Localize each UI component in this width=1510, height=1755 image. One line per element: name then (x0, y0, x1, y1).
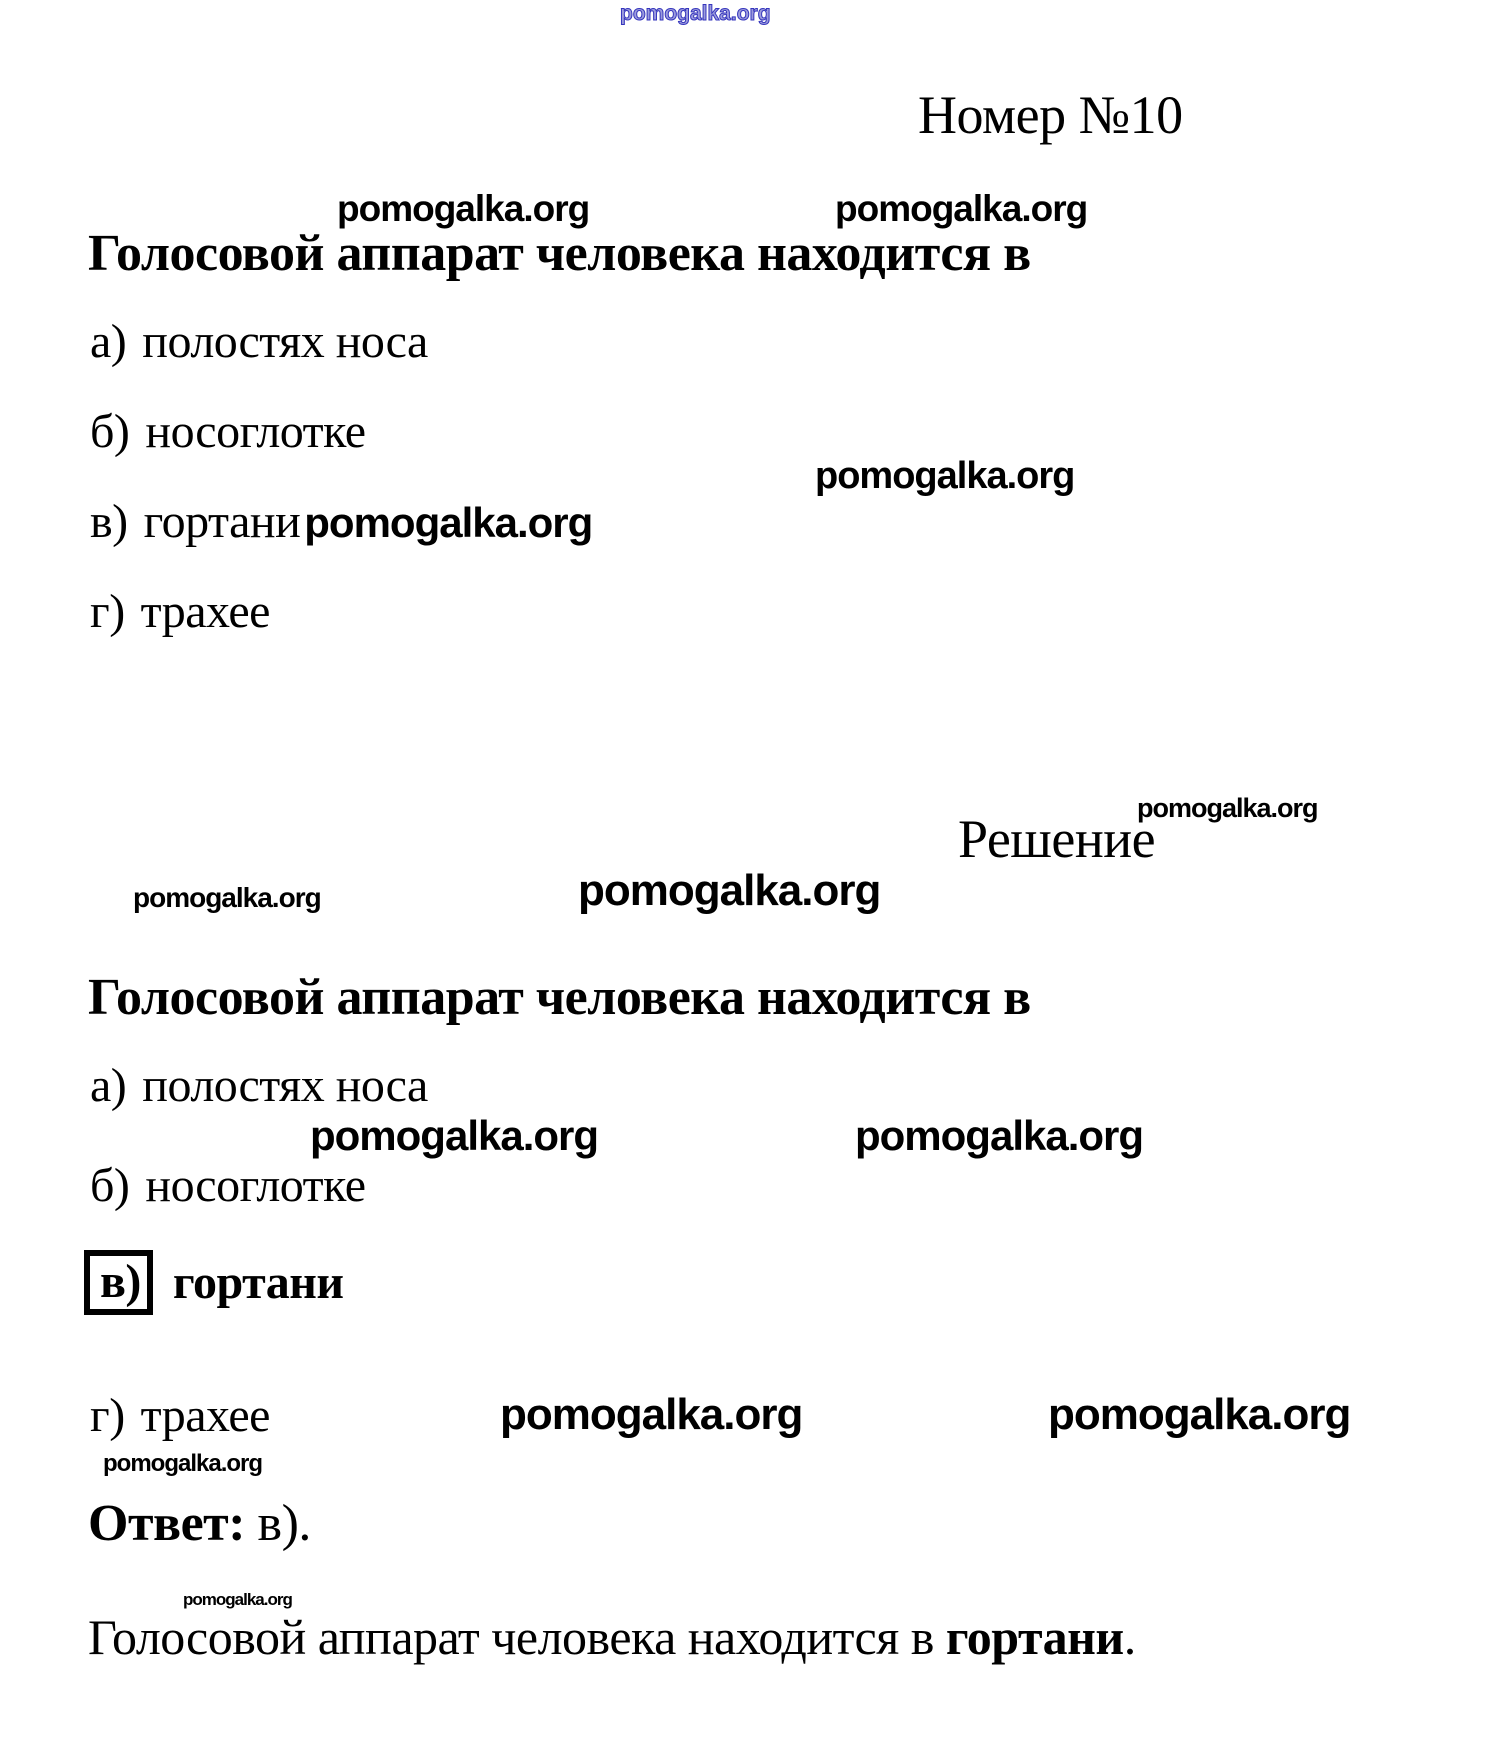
watermark-pomogalka: pomogalka.org (103, 1450, 263, 1477)
option-row-a (90, 315, 428, 368)
watermark-pomogalka: pomogalka.org (855, 1112, 1144, 1159)
question-heading: Голосовой аппарат человека находится в (88, 225, 1031, 282)
option-row-g (90, 585, 270, 638)
option-label: б) (90, 1159, 130, 1212)
watermark-pomogalka: pomogalka.org (815, 455, 1075, 497)
answer-label: Ответ: (88, 1495, 246, 1552)
option-label: а) (90, 315, 127, 368)
watermark-pomogalka: pomogalka.org (133, 882, 321, 913)
option-label: г) (90, 585, 125, 638)
option-text: носоглотке (145, 1159, 366, 1212)
option-text: гортани (143, 495, 301, 548)
watermark-pomogalka: pomogalka.org (500, 1390, 803, 1439)
option-text: полостях носа (142, 315, 428, 368)
conclusion-suffix: . (1123, 1609, 1136, 1665)
solution-option-row-a (90, 1059, 428, 1112)
option-row-v (90, 495, 593, 548)
watermark-pomogalka: pomogalka.org (578, 866, 881, 915)
watermark-pomogalka: pomogalka.org (337, 188, 590, 229)
watermark-pomogalka: pomogalka.org (1137, 793, 1318, 823)
option-label: г) (90, 1389, 125, 1442)
watermark-pomogalka: pomogalka.org (310, 1112, 599, 1159)
option-label: б) (90, 405, 130, 458)
answer-value: в). (245, 1495, 311, 1552)
option-row-b (90, 405, 366, 458)
option-text: носоглотке (145, 405, 366, 458)
answer-line (88, 1495, 311, 1552)
page-title: Номер №10 (918, 85, 1183, 145)
watermark-pomogalka: pomogalka.org (304, 499, 593, 546)
solution-label: Решение (958, 809, 1156, 869)
watermark-pomogalka: pomogalka.org (620, 2, 771, 25)
solution-option-row-v-correct (84, 1250, 344, 1315)
correct-option-text: гортани (172, 1255, 344, 1309)
conclusion-prefix: Голосовой аппарат человека находится в (88, 1609, 946, 1665)
option-label: а) (90, 1059, 127, 1112)
option-text: полостях носа (142, 1059, 428, 1112)
watermark-pomogalka: pomogalka.org (835, 188, 1088, 229)
solution-option-row-g (90, 1389, 270, 1442)
conclusion-bold-word: гортани (945, 1609, 1124, 1665)
option-text: трахее (140, 1389, 270, 1442)
option-text: трахее (140, 585, 270, 638)
conclusion-text (88, 1609, 1136, 1665)
correct-option-box: в) (84, 1250, 153, 1315)
watermark-pomogalka: pomogalka.org (1048, 1390, 1351, 1439)
solution-heading: Голосовой аппарат человека находится в (88, 969, 1031, 1026)
solution-option-row-b (90, 1159, 366, 1212)
watermark-pomogalka: pomogalka.org (183, 1590, 292, 1609)
option-label: в) (90, 495, 128, 548)
